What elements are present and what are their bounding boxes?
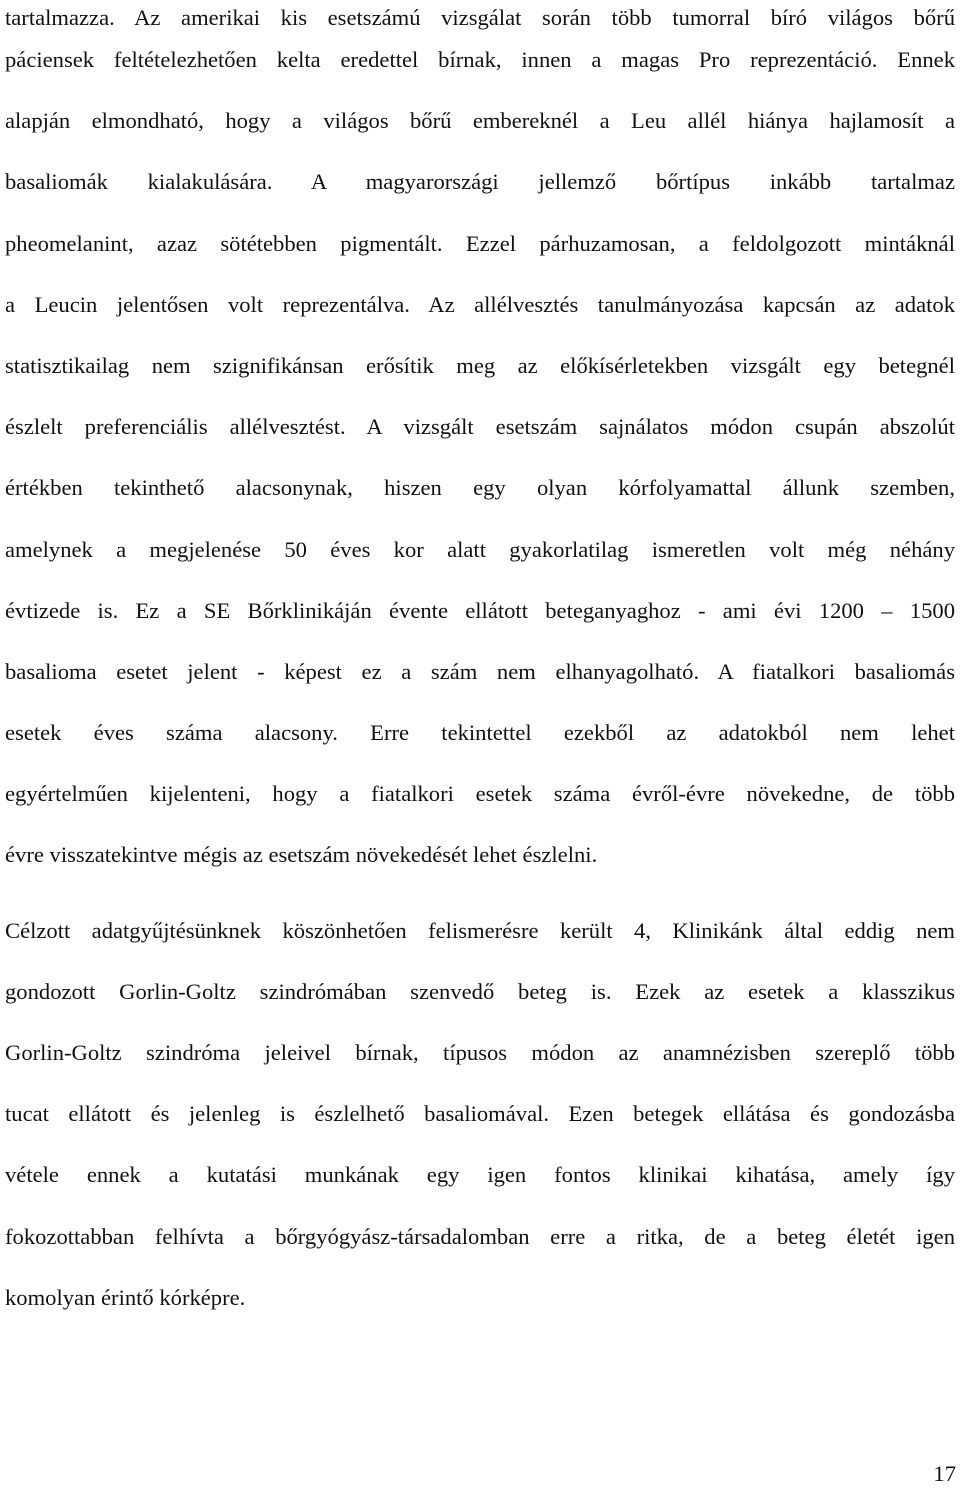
text-line: basaliomák kialakulására. A magyarországi jellemző bőrtípus inkább tartalmaz	[5, 169, 955, 195]
text-line: alapján elmondható, hogy a világos bőrű embereknél a Leu allél hiánya hajlamosít a	[5, 108, 955, 134]
paragraph-basalioma-discussion	[5, 0, 955, 897]
text-line: évre visszatekintve mégis az esetszám növekedését lehet észlelni.	[5, 842, 598, 868]
page-number: 17	[933, 1461, 956, 1486]
paragraph-spacer	[5, 897, 955, 911]
text-line: egyértelműen kijelenteni, hogy a fiatalkori esetek száma évről-évre növekedne, de több	[5, 781, 955, 807]
text-line: tucat ellátott és jelenleg is észlelhető basaliomával. Ezen betegek ellátása és gondozásba	[5, 1101, 955, 1127]
text-line: esetek éves száma alacsony. Erre tekintettel ezekből az adatokból nem lehet	[5, 720, 955, 746]
document-page	[5, 0, 955, 1339]
text-line: pheomelanint, azaz sötétebben pigmentált. Ezzel párhuzamosan, a feldolgozott mintáknál	[5, 230, 955, 256]
text-line: észlelt preferenciális allélvesztést. A vizsgált esetszám sajnálatos módon csupán abszolút	[5, 414, 955, 440]
text-line: Célzott adatgyűjtésünknek köszönhetően felismerésre került 4, Klinikánk által eddig nem	[5, 917, 955, 943]
text-line: fokozottabban felhívta a bőrgyógyász-társadalomban erre a ritka, de a beteg életét igen	[5, 1223, 955, 1249]
text-line: gondozott Gorlin-Goltz szindrómában szenvedő beteg is. Ezek az esetek a klasszikus	[5, 978, 955, 1004]
text-line: páciensek feltételezhetően kelta eredettel bírnak, innen a magas Pro reprezentáció. Ennek	[5, 47, 955, 72]
paragraph-gorlin-goltz	[5, 911, 955, 1339]
text-line: amelynek a megjelenése 50 éves kor alatt gyakorlatilag ismeretlen volt még néhány	[5, 536, 955, 562]
text-line: a Leucin jelentősen volt reprezentálva. Az allélvesztés tanulmányozása kapcsán az adatok	[5, 291, 955, 317]
text-line: komolyan érintő kórképre.	[5, 1284, 246, 1310]
text-line: értékben tekinthető alacsonynak, hiszen egy olyan kórfolyamattal állunk szemben,	[5, 475, 955, 501]
text-line: vétele ennek a kutatási munkának egy igen fontos klinikai kihatása, amely így	[5, 1162, 955, 1188]
text-line: tartalmazza. Az amerikai kis esetszámú vizsgálat során több tumorral bíró világos bőrű	[5, 5, 955, 30]
text-line: basalioma esetet jelent - képest ez a szám nem elhanyagolható. A fiatalkori basaliomás	[5, 658, 955, 684]
text-line: Gorlin-Goltz szindróma jeleivel bírnak, típusos módon az anamnézisben szereplő több	[5, 1040, 955, 1065]
text-line: statisztikailag nem szignifikánsan erősítik meg az előkísérletekben vizsgált egy betegnél	[5, 352, 955, 378]
text-line: évtizede is. Ez a SE Bőrklinikáján évente ellátott beteganyaghoz - ami évi 1200 – 1500	[5, 597, 955, 623]
